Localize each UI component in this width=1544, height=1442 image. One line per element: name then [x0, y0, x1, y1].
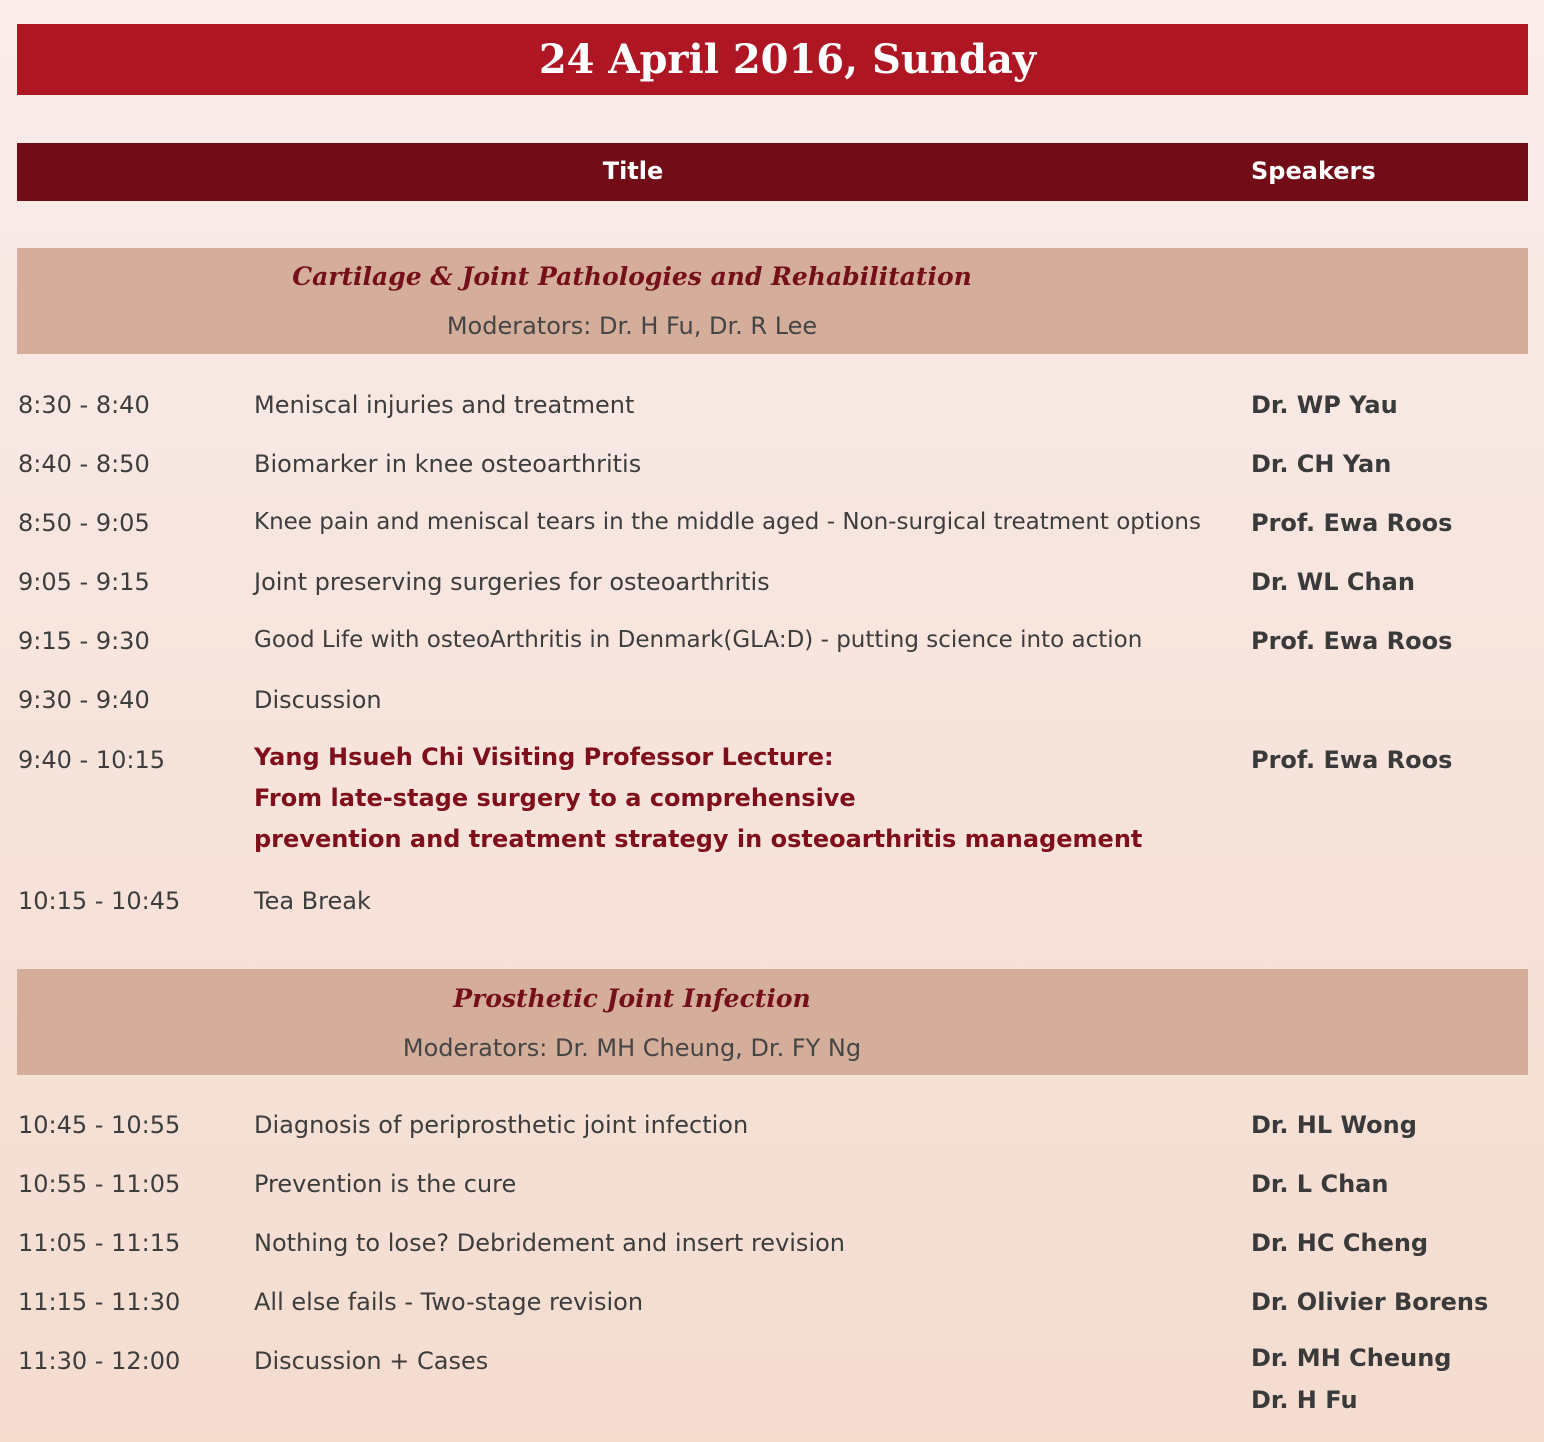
- session-moderators: Moderators: Dr. H Fu, Dr. R Lee: [446, 312, 818, 340]
- row-title: Discussion + Cases: [254, 1347, 489, 1375]
- row-time: 10:55 - 11:05: [18, 1170, 181, 1198]
- session-header-cartilage: [17, 248, 1528, 354]
- lecture-line: prevention and treatment strategy in osteoarthritis management: [254, 825, 1143, 853]
- row-speaker: Dr. MH Cheung: [1251, 1344, 1452, 1372]
- row-time: 9:15 - 9:30: [18, 627, 150, 655]
- row-time: 8:30 - 8:40: [18, 391, 150, 419]
- session-name: Prosthetic Joint Infection: [453, 984, 811, 1013]
- row-speaker: Dr. WP Yau: [1251, 391, 1398, 419]
- row-speaker: Prof. Ewa Roos: [1251, 509, 1453, 537]
- column-header: [17, 143, 1528, 201]
- row-time: 11:30 - 12:00: [18, 1347, 181, 1375]
- lecture-line: Yang Hsueh Chi Visiting Professor Lecture:: [254, 743, 834, 771]
- row-time: 8:50 - 9:05: [18, 509, 150, 537]
- row-speaker: Dr. WL Chan: [1251, 568, 1415, 596]
- row-speaker: Dr. HL Wong: [1251, 1111, 1417, 1139]
- lecture-title: [254, 737, 1142, 860]
- row-title: Meniscal injuries and treatment: [254, 391, 635, 419]
- session-moderators: Moderators: Dr. MH Cheung, Dr. FY Ng: [402, 1034, 862, 1062]
- column-title: Title: [602, 157, 664, 185]
- row-title: All else fails - Two-stage revision: [254, 1288, 644, 1316]
- row-title: Nothing to lose? Debridement and insert revision: [254, 1229, 845, 1257]
- row-title: Biomarker in knee osteoarthritis: [254, 450, 642, 478]
- row-time: 9:30 - 9:40: [18, 686, 150, 714]
- row-time: 8:40 - 8:50: [18, 450, 150, 478]
- row-title: Joint preserving surgeries for osteoarthritis: [254, 568, 770, 596]
- row-time: 11:05 - 11:15: [18, 1229, 181, 1257]
- row-time: 9:40 - 10:15: [18, 746, 165, 774]
- row-time: 11:15 - 11:30: [18, 1288, 181, 1316]
- row-speaker: Dr. CH Yan: [1251, 450, 1392, 478]
- row-speakers: [1251, 1337, 1451, 1421]
- row-time: 9:05 - 9:15: [18, 568, 150, 596]
- date-banner-text: 24 April 2016, Sunday: [538, 36, 1037, 83]
- row-title: Knee pain and meniscal tears in the middle aged - Non-surgical treatment options: [254, 509, 1201, 535]
- row-speaker: Dr. L Chan: [1251, 1170, 1389, 1198]
- row-title: Discussion: [254, 686, 382, 714]
- session-name: Cartilage & Joint Pathologies and Rehabilitation: [292, 262, 972, 291]
- row-title: Good Life with osteoArthritis in Denmark(GLA:D) - putting science into action: [254, 627, 1143, 653]
- row-title: Tea Break: [254, 887, 371, 915]
- row-speaker: Prof. Ewa Roos: [1251, 746, 1453, 774]
- lecture-line: From late-stage surgery to a comprehensive: [254, 784, 856, 812]
- row-speaker: Dr. H Fu: [1251, 1386, 1358, 1414]
- column-speakers: Speakers: [1251, 157, 1376, 185]
- date-banner: [17, 24, 1528, 95]
- row-title: Prevention is the cure: [254, 1170, 517, 1198]
- row-speaker: Prof. Ewa Roos: [1251, 627, 1453, 655]
- row-time: 10:45 - 10:55: [18, 1111, 181, 1139]
- row-time: 10:15 - 10:45: [18, 887, 181, 915]
- row-speaker: Dr. HC Cheng: [1251, 1229, 1429, 1257]
- session-header-prosthetic: [17, 969, 1528, 1075]
- row-speaker: Dr. Olivier Borens: [1251, 1288, 1489, 1316]
- row-title: Diagnosis of periprosthetic joint infection: [254, 1111, 749, 1139]
